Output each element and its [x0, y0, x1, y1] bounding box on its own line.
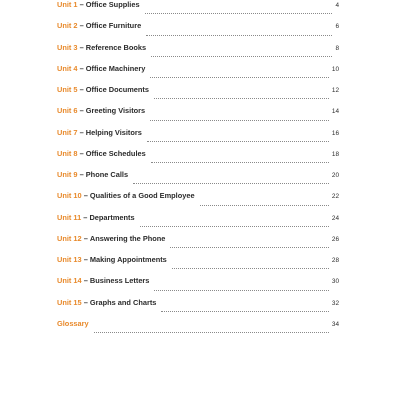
toc-page-number: 32 [331, 299, 339, 307]
dot-leader [147, 141, 329, 142]
dot-leader [150, 120, 329, 121]
toc-unit-label: Unit 3 [57, 42, 78, 52]
toc-entry-title: Helping Visitors [85, 127, 142, 137]
toc-separator: – [81, 255, 90, 264]
toc-page-number: 8 [335, 44, 339, 52]
toc-entry-unit-12[interactable] [57, 232, 339, 253]
toc-separator: – [77, 148, 86, 158]
toc-page-number: 12 [331, 87, 339, 94]
dot-leader [172, 268, 329, 269]
toc-entry-unit-4[interactable] [57, 62, 339, 83]
dot-leader [146, 35, 332, 36]
toc-entry-unit-13[interactable] [57, 253, 339, 274]
dot-leader [151, 56, 332, 57]
toc-separator: – [77, 85, 86, 94]
dot-leader [170, 247, 328, 248]
toc-separator: – [77, 127, 86, 137]
toc-unit-label: Unit 8 [57, 148, 78, 158]
toc-entry-unit-2[interactable] [57, 19, 339, 40]
dot-leader [150, 77, 329, 78]
toc-unit-label: Unit 14 [57, 276, 82, 286]
toc-page-number: 22 [331, 193, 339, 201]
toc-page-number: 28 [331, 257, 339, 264]
toc-entry-unit-9[interactable] [57, 168, 339, 189]
toc-entry-unit-15[interactable] [57, 296, 339, 317]
toc-entry-unit-14[interactable] [57, 274, 339, 295]
toc-page-number: 20 [331, 172, 339, 179]
toc-page-number: 16 [331, 129, 339, 137]
toc-unit-label: Unit 9 [57, 170, 78, 179]
toc-entry-title: Business Letters [89, 276, 150, 286]
toc-unit-label: Unit 4 [57, 63, 78, 73]
dot-leader [161, 311, 329, 312]
toc-unit-label: Unit 6 [57, 106, 78, 116]
toc-entry-title: Departments [89, 212, 135, 222]
toc-entry-title: Answering the Phone [89, 233, 166, 243]
toc-separator: – [81, 191, 90, 201]
toc-glossary-label: Glossary [57, 318, 89, 328]
toc-entry-unit-8[interactable] [57, 147, 339, 168]
toc-page-number: 10 [331, 65, 339, 73]
toc-unit-label: Unit 10 [57, 191, 82, 201]
toc-entry-title: Greeting Visitors [85, 106, 146, 116]
toc-page-number: 4 [335, 2, 339, 9]
toc-unit-label: Unit 15 [57, 297, 82, 307]
toc-entry-title: Office Furniture [85, 21, 142, 31]
toc-separator: – [77, 106, 86, 116]
table-of-contents [57, 0, 339, 338]
toc-entry-title: Office Documents [85, 85, 149, 94]
toc-entry-unit-3[interactable] [57, 41, 339, 62]
dot-leader [154, 290, 328, 291]
toc-entry-unit-11[interactable] [57, 211, 339, 232]
toc-unit-label: Unit 11 [57, 212, 82, 222]
toc-separator: – [77, 21, 86, 31]
toc-unit-label: Unit 12 [57, 233, 82, 243]
toc-separator: – [77, 0, 86, 9]
toc-page-number: 26 [331, 235, 339, 243]
toc-entry-title: Making Appointments [89, 255, 167, 264]
toc-entry-unit-1[interactable] [57, 0, 339, 19]
dot-leader [140, 226, 329, 227]
toc-entry-title: Office Machinery [85, 63, 146, 73]
toc-entry-unit-6[interactable] [57, 104, 339, 125]
toc-entry-title: Office Supplies [85, 0, 140, 9]
toc-separator: – [81, 212, 90, 222]
dot-leader [151, 162, 329, 163]
dot-leader [133, 183, 329, 184]
toc-separator: – [81, 276, 90, 286]
toc-page-number: 18 [331, 150, 339, 158]
toc-unit-label: Unit 2 [57, 21, 78, 31]
toc-unit-label: Unit 1 [57, 0, 78, 9]
toc-separator: – [77, 63, 86, 73]
toc-separator: – [81, 297, 90, 307]
toc-entry-unit-5[interactable] [57, 83, 339, 104]
toc-page-number: 6 [335, 23, 339, 31]
toc-entry-unit-10[interactable] [57, 189, 339, 210]
dot-leader [145, 13, 333, 14]
toc-entry-title: Phone Calls [85, 170, 129, 179]
toc-separator: – [77, 170, 86, 179]
toc-entry-glossary[interactable] [57, 317, 339, 338]
toc-entry-title: Graphs and Charts [89, 297, 157, 307]
toc-unit-label: Unit 5 [57, 85, 78, 94]
toc-entry-title: Reference Books [85, 42, 147, 52]
toc-entry-title: Qualities of a Good Employee [89, 191, 195, 201]
toc-page-number: 14 [331, 108, 339, 116]
dot-leader [154, 98, 329, 99]
toc-unit-label: Unit 13 [57, 255, 82, 264]
dot-leader [200, 205, 329, 206]
toc-page-number: 24 [331, 214, 339, 222]
toc-page-number: 30 [331, 278, 339, 286]
toc-separator: – [81, 233, 90, 243]
toc-entry-unit-7[interactable] [57, 126, 339, 147]
toc-entry-title: Office Schedules [85, 148, 146, 158]
toc-page-number: 34 [331, 320, 339, 328]
toc-unit-label: Unit 7 [57, 127, 78, 137]
dot-leader [94, 332, 329, 333]
toc-separator: – [77, 42, 86, 52]
